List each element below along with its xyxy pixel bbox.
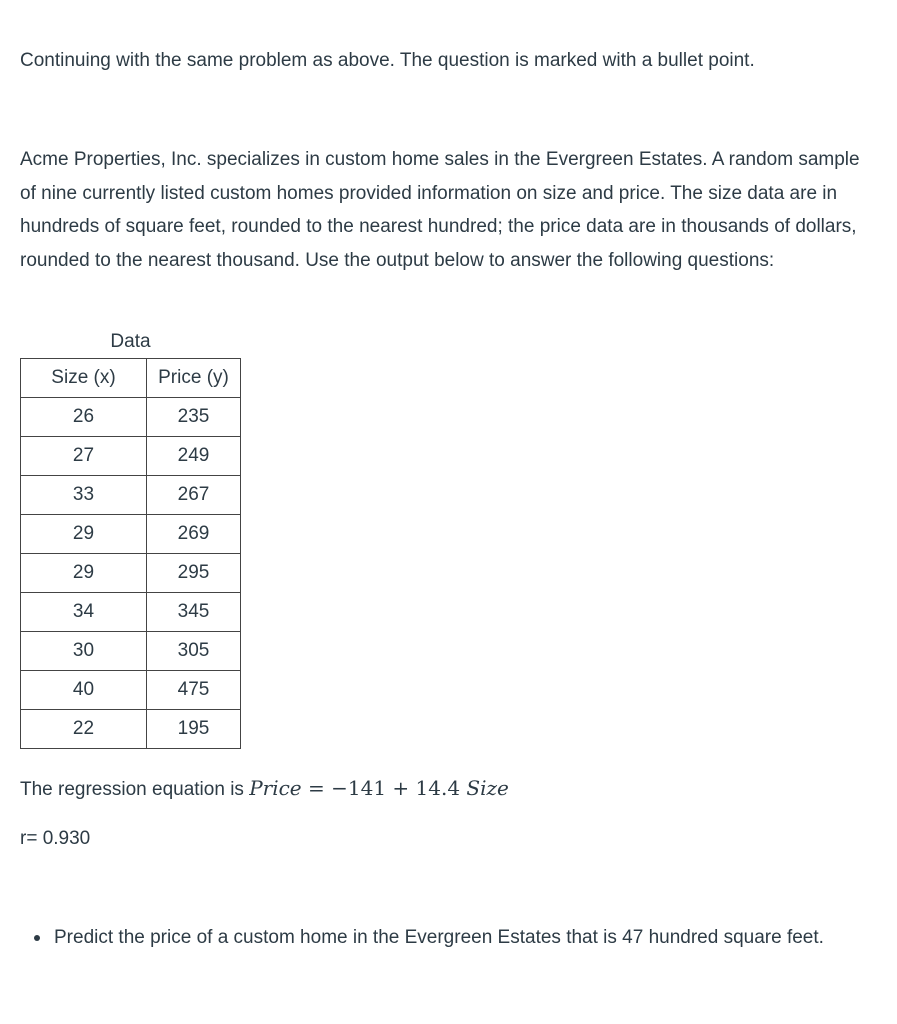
- regression-equation: [20, 772, 509, 806]
- size-cell: 26: [21, 398, 147, 437]
- table-row: [21, 515, 241, 554]
- equation-variable: Size: [466, 776, 509, 800]
- equation-equals: =: [301, 776, 332, 800]
- regression-prefix: The regression equation is: [20, 779, 250, 800]
- data-table: [20, 358, 241, 749]
- table-row: [21, 632, 241, 671]
- correlation-value: r= 0.930: [20, 828, 91, 849]
- question-bullet-item: Predict the price of a custom home in the Evergreen Estates that is 47 hundred square feet.: [54, 921, 897, 954]
- table-header-row: [21, 359, 241, 398]
- table-row: [21, 593, 241, 632]
- size-cell: 33: [21, 476, 147, 515]
- size-cell: 27: [21, 437, 147, 476]
- header-price: Price (y): [147, 359, 241, 398]
- price-cell: 267: [147, 476, 241, 515]
- header-size: Size (x): [21, 359, 147, 398]
- price-cell: 269: [147, 515, 241, 554]
- table-row: [21, 398, 241, 437]
- price-cell: 345: [147, 593, 241, 632]
- table-row: [21, 710, 241, 749]
- question-list: [20, 921, 897, 954]
- problem-context: Acme Properties, Inc. specializes in custom home sales in the Evergreen Estates. A random sample of nine currently listed custom homes provided information on size and price. The size data are in hundreds of square feet, rounded to the nearest hundred; the price data are in thousands of dollars, rounded to the nearest thousand. Use the output below to answer the following questions:: [20, 149, 860, 271]
- intro-text: Continuing with the same problem as above. The question is marked with a bullet point.: [20, 50, 755, 71]
- price-cell: 235: [147, 398, 241, 437]
- equation-constant: −141 + 14.4: [331, 776, 467, 800]
- price-cell: 195: [147, 710, 241, 749]
- table-row: [21, 554, 241, 593]
- size-cell: 29: [21, 554, 147, 593]
- size-cell: 30: [21, 632, 147, 671]
- size-cell: 22: [21, 710, 147, 749]
- size-cell: 40: [21, 671, 147, 710]
- table-row: [21, 671, 241, 710]
- size-cell: 34: [21, 593, 147, 632]
- price-cell: 295: [147, 554, 241, 593]
- equation-math: [249, 776, 509, 800]
- size-cell: 29: [21, 515, 147, 554]
- price-cell: 249: [147, 437, 241, 476]
- price-cell: 305: [147, 632, 241, 671]
- table-caption: Data: [110, 331, 151, 352]
- table-row: [21, 437, 241, 476]
- equation-lhs: Price: [249, 776, 302, 800]
- price-cell: 475: [147, 671, 241, 710]
- table-row: [21, 476, 241, 515]
